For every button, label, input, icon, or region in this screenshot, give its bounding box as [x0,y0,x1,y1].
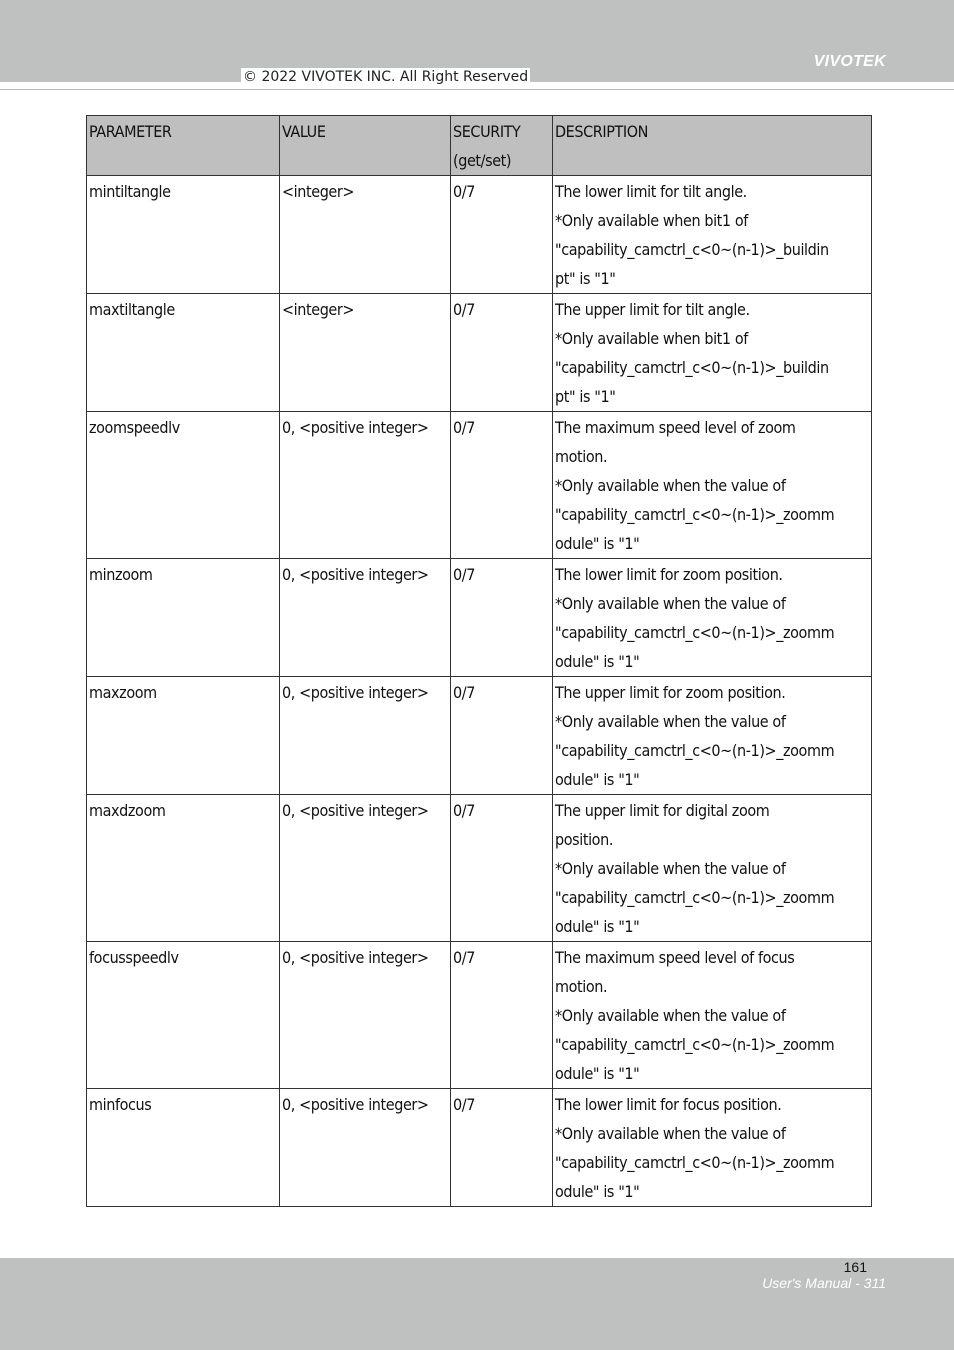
cell-parameter: minfocus [87,1089,280,1207]
description-line: "capability_camctrl_c<0~(n-1)>_zoomm [555,1035,835,1054]
description-line: The maximum speed level of focus [555,948,795,967]
table-row [87,677,872,795]
cell-value: 0, <positive integer> [280,559,451,677]
table-row [87,795,872,942]
table-row [87,942,872,1089]
description-line: "capability_camctrl_c<0~(n-1)>_zoomm [555,1153,835,1172]
page-number: 161 [843,1259,867,1275]
description-line: *Only available when the value of [555,476,786,495]
description-line: The lower limit for focus position. [555,1095,782,1114]
header-value: VALUE [280,116,451,176]
description-line: The upper limit for tilt angle. [555,300,750,319]
header-divider [0,89,954,90]
cell-security: 0/7 [451,412,553,559]
cell-parameter: maxzoom [87,677,280,795]
cell-value: 0, <positive integer> [280,677,451,795]
description-line: *Only available when the value of [555,1006,786,1025]
description-line: pt" is "1" [555,387,616,406]
description-line: "capability_camctrl_c<0~(n-1)>_zoomm [555,888,835,907]
cell-value: <integer> [280,294,451,412]
description-line: motion. [555,447,608,466]
manual-label: User's Manual - 311 [762,1275,886,1291]
cell-security: 0/7 [451,677,553,795]
cell-parameter: zoomspeedlv [87,412,280,559]
description-line: *Only available when bit1 of [555,211,748,230]
table-row [87,176,872,294]
cell-value: <integer> [280,176,451,294]
description-line: motion. [555,977,608,996]
description-line: "capability_camctrl_c<0~(n-1)>_buildin [555,240,829,259]
table-header-row [87,116,872,176]
description-line: odule" is "1" [555,1064,640,1083]
cell-description [553,412,872,559]
cell-security: 0/7 [451,1089,553,1207]
description-line: odule" is "1" [555,770,640,789]
cell-description [553,795,872,942]
description-line: "capability_camctrl_c<0~(n-1)>_zoomm [555,623,835,642]
header-description: DESCRIPTION [553,116,872,176]
cell-parameter: maxdzoom [87,795,280,942]
description-line: odule" is "1" [555,1182,640,1201]
cell-value: 0, <positive integer> [280,1089,451,1207]
footer-band [0,1258,954,1350]
header-parameter: PARAMETER [87,116,280,176]
cell-description [553,176,872,294]
copyright-text: © 2022 VIVOTEK INC. All Right Reserved [243,69,529,85]
cell-security: 0/7 [451,942,553,1089]
description-line: position. [555,830,613,849]
description-line: *Only available when bit1 of [555,329,748,348]
header-security [451,116,553,176]
description-line: "capability_camctrl_c<0~(n-1)>_zoomm [555,505,835,524]
cell-description [553,559,872,677]
brand-logo: VIVOTEK [813,53,886,70]
table-row [87,412,872,559]
cell-description [553,294,872,412]
description-line: *Only available when the value of [555,859,786,878]
description-line: *Only available when the value of [555,594,786,613]
description-line: odule" is "1" [555,652,640,671]
cell-value: 0, <positive integer> [280,412,451,559]
header-security-line: (get/set) [453,151,512,170]
header-security-line: SECURITY [453,122,521,141]
description-line: odule" is "1" [555,534,640,553]
cell-parameter: minzoom [87,559,280,677]
description-line: *Only available when the value of [555,1124,786,1143]
cell-security: 0/7 [451,559,553,677]
cell-parameter: focusspeedlv [87,942,280,1089]
cell-security: 0/7 [451,294,553,412]
cell-security: 0/7 [451,176,553,294]
description-line: The lower limit for tilt angle. [555,182,747,201]
table-row [87,294,872,412]
description-line: "capability_camctrl_c<0~(n-1)>_zoomm [555,741,835,760]
cell-parameter: maxtiltangle [87,294,280,412]
description-line: "capability_camctrl_c<0~(n-1)>_buildin [555,358,829,377]
description-line: The upper limit for digital zoom [555,801,770,820]
description-line: The upper limit for zoom position. [555,683,786,702]
description-line: pt" is "1" [555,269,616,288]
table-row [87,559,872,677]
table-body [87,176,872,1207]
description-line: The maximum speed level of zoom [555,418,796,437]
cell-security: 0/7 [451,795,553,942]
description-line: odule" is "1" [555,917,640,936]
cell-value: 0, <positive integer> [280,795,451,942]
cell-description [553,677,872,795]
cell-parameter: mintiltangle [87,176,280,294]
description-line: *Only available when the value of [555,712,786,731]
cell-value: 0, <positive integer> [280,942,451,1089]
cell-description [553,1089,872,1207]
cell-description [553,942,872,1089]
table-row [87,1089,872,1207]
parameter-table [86,115,872,1207]
description-line: The lower limit for zoom position. [555,565,783,584]
